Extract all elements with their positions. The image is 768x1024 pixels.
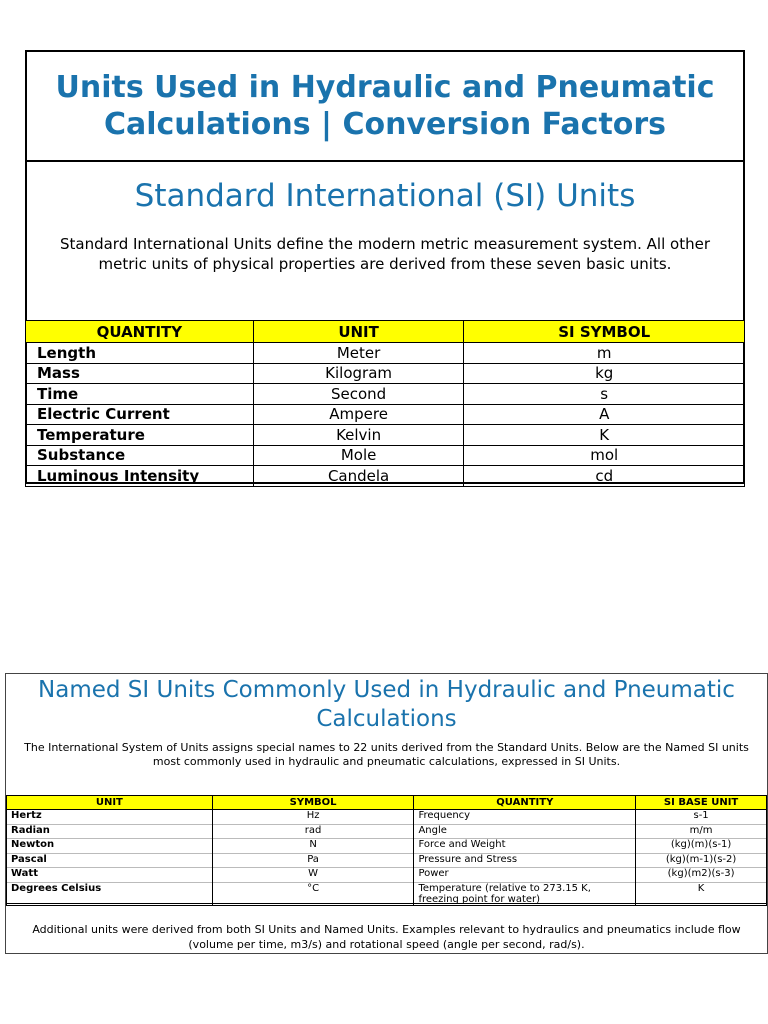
named-section-title [6,676,767,734]
footer-line2: (volume per time, m3/s) and rotational speed (angle per second, rad/s). [188,938,585,951]
col-header-quantity: QUANTITY [26,321,254,343]
symbol-cell: Pa [212,853,414,868]
quantity-cell: Power [414,868,636,883]
named-si-units-panel [5,673,768,954]
base-unit-cell: m/m [636,824,767,839]
footer-divider [6,903,767,904]
symbol-cell: kg [464,363,745,384]
table-row [7,868,767,883]
quantity-cell: Frequency [414,810,636,825]
symbol-cell: W [212,868,414,883]
quantity-cell: Mass [26,363,254,384]
col-header-si-base-unit: SI BASE UNIT [636,796,767,810]
si-units-table [25,320,745,487]
si-units-panel [25,50,745,484]
table-row [7,853,767,868]
table-row [7,839,767,854]
symbol-cell: s [464,384,745,405]
quantity-line2: freezing point for water) [418,893,541,905]
page-title-area [27,52,743,162]
col-header-unit: UNIT [253,321,464,343]
unit-cell: Hertz [7,810,213,825]
unit-cell: Newton [7,839,213,854]
table-row [7,810,767,825]
quantity-cell: Angle [414,824,636,839]
quantity-cell: Temperature [26,425,254,446]
unit-cell: Kilogram [253,363,464,384]
quantity-cell: Luminous Intensity [26,466,254,487]
symbol-cell: A [464,404,745,425]
unit-cell: Kelvin [253,425,464,446]
named-title-line1: Named SI Units Commonly Used in Hydraulic and Pneumatic [38,677,735,703]
table-row [26,445,745,466]
unit-cell: Watt [7,868,213,883]
symbol-cell: Hz [212,810,414,825]
footer-line1: Additional units were derived from both SI Units and Named Units. Examples relevant to hydraulics and pneumatics include flow [32,923,741,936]
base-unit-cell: (kg)(m)(s-1) [636,839,767,854]
quantity-cell: Electric Current [26,404,254,425]
unit-cell: Degrees Celsius [7,882,213,905]
symbol-cell: mol [464,445,745,466]
col-header-si-symbol: SI SYMBOL [464,321,745,343]
table-row [26,384,745,405]
table-row [7,882,767,905]
named-units-table [6,795,767,906]
col-header-symbol: SYMBOL [212,796,414,810]
unit-cell: Second [253,384,464,405]
named-description-line1: The International System of Units assigns special names to 22 units derived from the Standard Units. Below are the Named SI units [24,741,749,754]
named-description-line2: most commonly used in hydraulic and pneumatic calculations, expressed in SI Units. [152,755,621,768]
base-unit-cell: (kg)(m-1)(s-2) [636,853,767,868]
col-header-unit: UNIT [7,796,213,810]
si-section-title: Standard International (SI) Units [134,178,636,214]
named-section-description [12,741,761,769]
quantity-cell [414,882,636,905]
symbol-cell: °C [212,882,414,905]
unit-cell: Meter [253,343,464,364]
unit-cell: Radian [7,824,213,839]
unit-cell: Mole [253,445,464,466]
si-table-header-row [26,321,745,343]
si-description-line1: Standard International Units define the modern metric measurement system. All other [59,235,710,253]
si-section-description [35,234,735,274]
quantity-cell: Length [26,343,254,364]
base-unit-cell: s-1 [636,810,767,825]
symbol-cell: K [464,425,745,446]
si-description-line2: metric units of physical properties are derived from these seven basic units. [98,255,672,273]
symbol-cell: m [464,343,745,364]
symbol-cell: rad [212,824,414,839]
base-unit-cell: K [636,882,767,905]
named-title-line2: Calculations [316,706,457,732]
table-row [26,343,745,364]
named-table-header-row [7,796,767,810]
quantity-cell: Time [26,384,254,405]
unit-cell: Pascal [7,853,213,868]
base-unit-cell: (kg)(m2)(s-3) [636,868,767,883]
quantity-line1: Temperature (relative to 273.15 K, [418,882,591,894]
named-section-footer [6,922,767,952]
page-title-line2: Calculations | Conversion Factors [103,107,667,142]
quantity-cell: Pressure and Stress [414,853,636,868]
quantity-cell: Force and Weight [414,839,636,854]
symbol-cell: N [212,839,414,854]
unit-cell: Ampere [253,404,464,425]
table-row [26,466,745,487]
table-row [7,824,767,839]
quantity-cell: Substance [26,445,254,466]
page-title-line1: Units Used in Hydraulic and Pneumatic [55,70,715,105]
unit-cell: Candela [253,466,464,487]
symbol-cell: cd [464,466,745,487]
table-row [26,363,745,384]
table-row [26,404,745,425]
table-row [26,425,745,446]
col-header-quantity: QUANTITY [414,796,636,810]
